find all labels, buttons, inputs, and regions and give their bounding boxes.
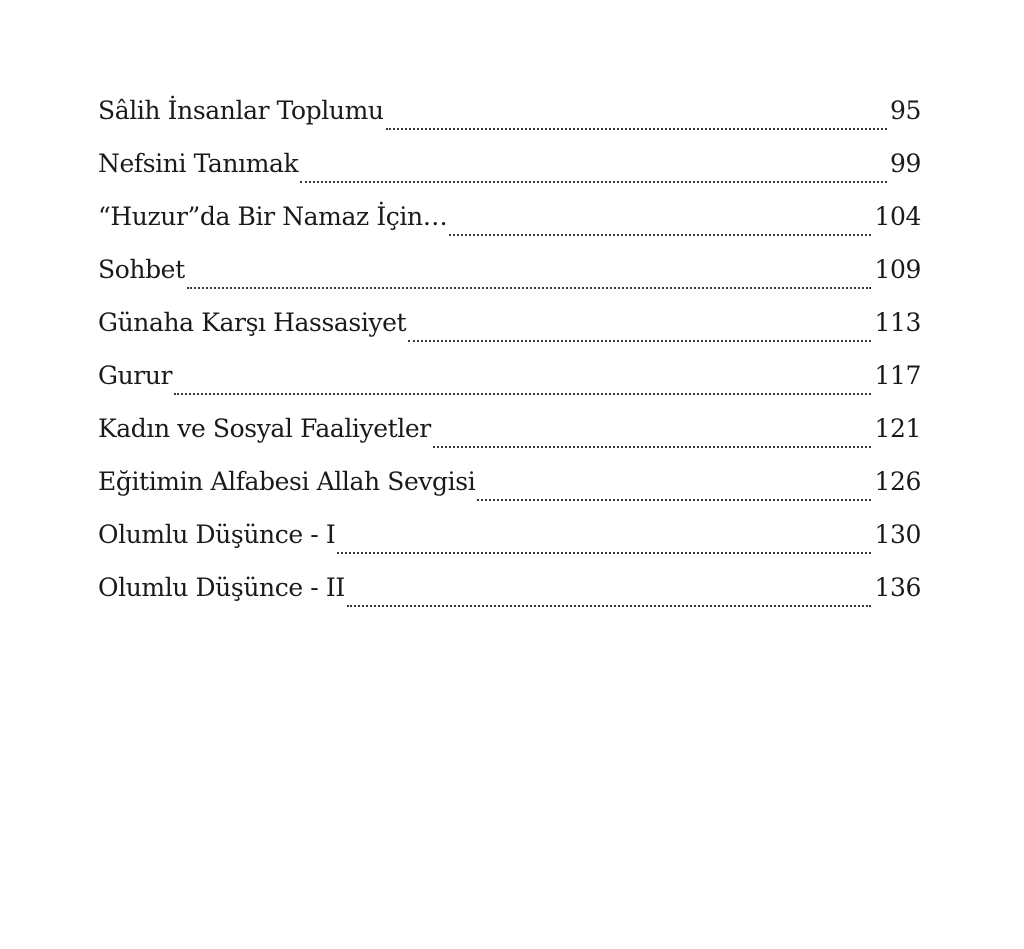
- toc-entry: [98, 147, 921, 200]
- toc-entry-title: Nefsini Tanımak: [98, 149, 299, 178]
- toc-dot-leader: [187, 287, 872, 289]
- toc-entry-title: “Huzur”da Bir Namaz İçin…: [98, 202, 448, 231]
- table-of-contents: [98, 94, 921, 624]
- toc-dot-leader: [347, 605, 872, 607]
- toc-dot-leader: [477, 499, 871, 501]
- toc-entry-page: 113: [874, 308, 921, 337]
- toc-entry-page: 117: [874, 361, 921, 390]
- toc-entry: [98, 253, 921, 306]
- toc-entry: [98, 306, 921, 359]
- toc-entry-page: 121: [874, 414, 921, 443]
- toc-dot-leader: [174, 393, 871, 395]
- toc-entry: [98, 200, 921, 253]
- toc-entry-title: Kadın ve Sosyal Faaliyetler: [98, 414, 431, 443]
- toc-entry-page: 136: [874, 573, 921, 602]
- toc-entry-page: 99: [889, 149, 921, 178]
- toc-dot-leader: [408, 340, 871, 342]
- toc-entry-page: 126: [874, 467, 921, 496]
- toc-entry: [98, 571, 921, 624]
- toc-entry-page: 95: [889, 96, 921, 125]
- toc-entry-title: Olumlu Düşünce - II: [98, 573, 345, 602]
- toc-dot-leader: [433, 446, 872, 448]
- toc-dot-leader: [386, 128, 887, 130]
- toc-entry-title: Sâlih İnsanlar Toplumu: [98, 96, 384, 125]
- toc-entry-title: Gurur: [98, 361, 173, 390]
- toc-entry-title: Olumlu Düşünce - I: [98, 520, 336, 549]
- toc-entry-title: Sohbet: [98, 255, 185, 284]
- toc-entry-title: Günaha Karşı Hassasiyet: [98, 308, 407, 337]
- toc-entry-page: 104: [874, 202, 921, 231]
- toc-entry: [98, 94, 921, 147]
- toc-entry: [98, 465, 921, 518]
- toc-entry-page: 109: [874, 255, 921, 284]
- toc-entry: [98, 412, 921, 465]
- toc-dot-leader: [449, 234, 871, 236]
- toc-dot-leader: [337, 552, 871, 554]
- toc-dot-leader: [300, 181, 887, 183]
- toc-entry: [98, 518, 921, 571]
- toc-entry-page: 130: [874, 520, 921, 549]
- toc-entry-title: Eğitimin Alfabesi Allah Sevgisi: [98, 467, 476, 496]
- toc-entry: [98, 359, 921, 412]
